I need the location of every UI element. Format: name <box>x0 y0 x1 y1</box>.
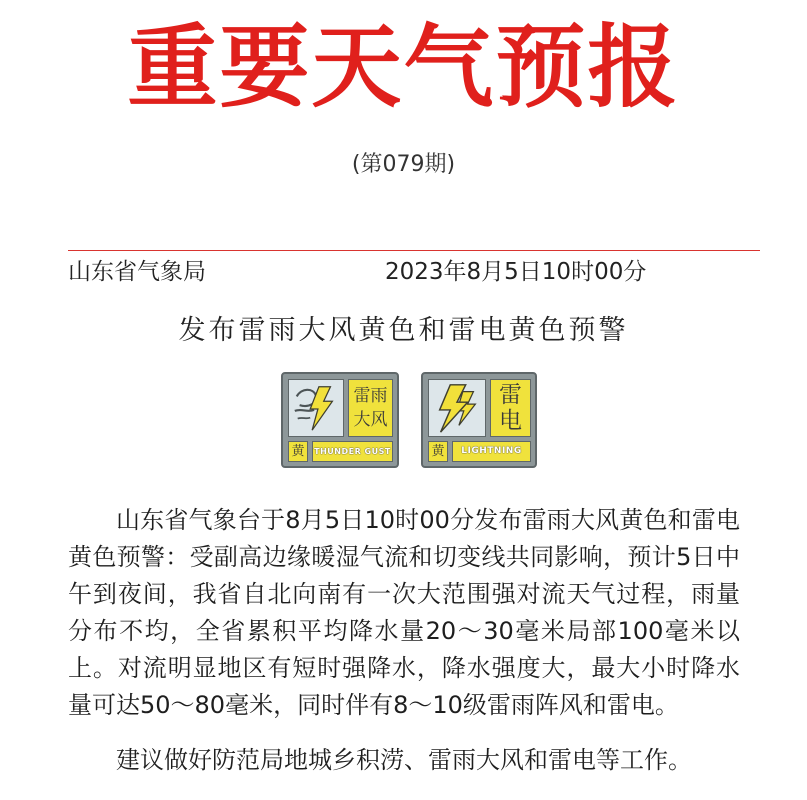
signal-label-line: 雷 <box>499 382 522 408</box>
issue-datetime: 2023年8月5日10时00分 <box>385 259 647 285</box>
lightning-symbol <box>428 379 486 437</box>
page-title: 重要天气预报 <box>127 15 680 120</box>
signal-label-line: 电 <box>499 408 522 434</box>
thunder-gust-symbol <box>288 379 344 437</box>
body-line: 午到夜间，我省自北向南有一次大范围强对流天气过程，雨量 <box>68 580 740 608</box>
signal-label-line: 大风 <box>353 410 388 430</box>
signal-level: 黄 <box>428 441 448 462</box>
signal-label <box>348 379 393 437</box>
signal-label <box>490 379 531 437</box>
signal-english-label: THUNDER GUST <box>312 441 393 462</box>
body-line: 黄色预警：受副高边缘暖湿气流和切变线共同影响，预计5日中 <box>68 543 740 571</box>
issuer: 山东省气象局 <box>68 259 206 285</box>
body-line: 分布不均，全省累积平均降水量20～30毫米局部100毫米以 <box>68 617 740 645</box>
headline: 发布雷雨大风黄色和雷电黄色预警 <box>178 315 629 346</box>
recommendation-paragraph: 建议做好防范局地城乡积涝、雷雨大风和雷电等工作。 <box>116 746 692 774</box>
thunder-gust-icon <box>289 380 343 436</box>
lightning-icon <box>429 380 485 436</box>
signal-level: 黄 <box>288 441 308 462</box>
body-line: 量可达50～80毫米，同时伴有8～10级雷雨阵风和雷电。 <box>68 691 679 719</box>
signal-label-line: 雷雨 <box>353 386 388 406</box>
signal-english-label: LIGHTNING <box>452 441 531 462</box>
issue-number: (第079期) <box>351 152 456 177</box>
body-line: 山东省气象台于8月5日10时00分发布雷雨大风黄色和雷电 <box>116 506 740 534</box>
lightning-warning-icon <box>421 372 537 468</box>
body-line: 上。对流明显地区有短时强降水，降水强度大，最大小时降水 <box>68 654 740 682</box>
header-divider <box>68 250 760 251</box>
thunder-gust-warning-icon <box>281 372 399 468</box>
